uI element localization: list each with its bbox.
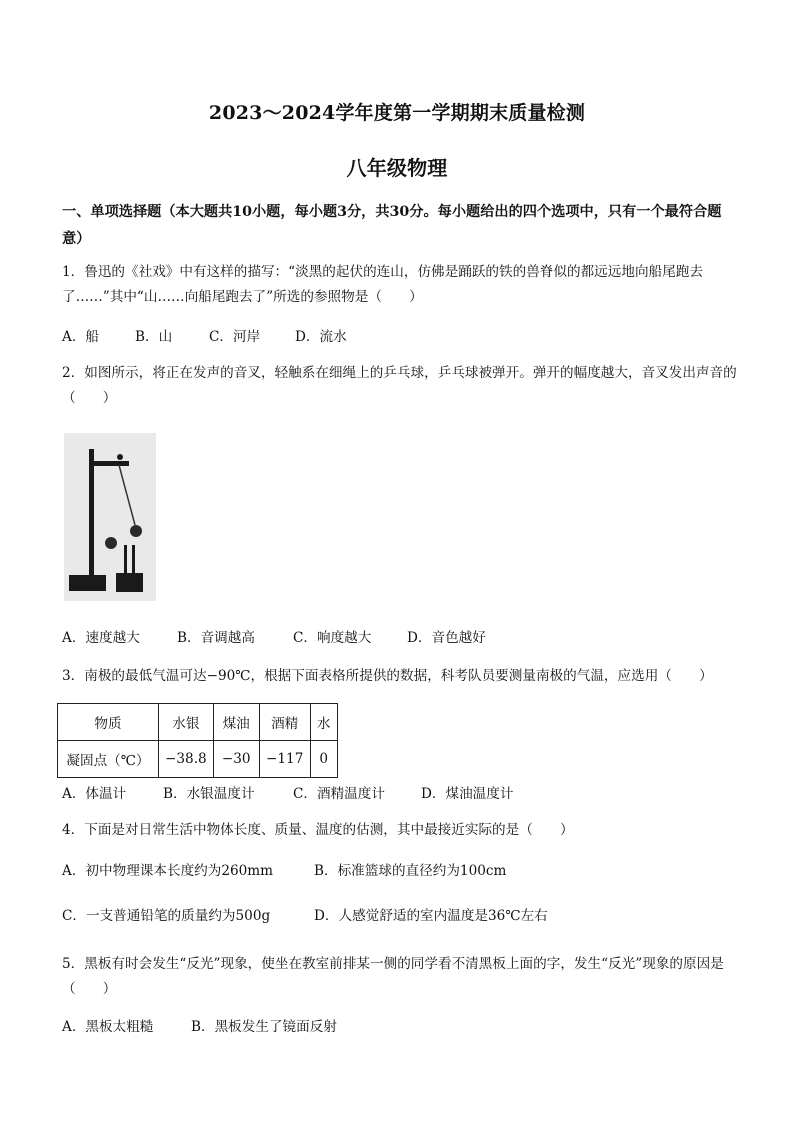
- question-4-options-row-1: [62, 861, 742, 881]
- question-1-stem: 1．鲁迅的《社戏》中有这样的描写：“淡黑的起伏的连山，仿佛是踊跃的铁的兽脊似的都远远地向船尾跑去了……”其中“山……向船尾跑去了”所选的参照物是（ ）: [62, 264, 703, 305]
- question-2-option-c: C．响度越大: [293, 630, 372, 646]
- question-2-options: [62, 628, 742, 648]
- exam-title: 2023～2024学年度第一学期期末质量检测: [208, 102, 586, 124]
- question-3-options: [62, 784, 742, 804]
- question-5-option-b: B．黑板发生了镜面反射: [191, 1019, 337, 1035]
- question-5-stem: 5．黑板有时会发生“反光”现象，使坐在教室前排某一侧的同学看不清黑板上面的字，发生“反光”现象的原因是（ ）: [62, 956, 724, 997]
- table-header-row: [58, 704, 338, 741]
- table-header-cell: 水: [310, 704, 337, 741]
- question-5-option-a: A．黑板太粗糙: [62, 1019, 154, 1035]
- question-2-option-d: D．音色越好: [407, 630, 486, 646]
- question-2-stem: 2．如图所示，将正在发声的音叉，轻触系在细绳上的乒乓球，乒乓球被弹开。弹开的幅度越大，音叉发出声音的（ ）: [62, 365, 737, 406]
- question-1-option-b: B．山: [135, 329, 173, 345]
- question-4-option-b: B．标准篮球的直径约为100cm: [314, 863, 507, 879]
- question-1-option-c: C．河岸: [209, 329, 261, 345]
- tuning-fork-figure: [64, 433, 156, 601]
- question-1-option-a: A．船: [62, 329, 100, 345]
- table-cell: −30: [213, 741, 259, 778]
- table-cell: 0: [310, 741, 337, 778]
- question-3-option-c: C．酒精温度计: [293, 786, 385, 802]
- section-heading: 一、单项选择题（本大题共10小题，每小题3分，共30分。每小题给出的四个选项中，只有一个最符合题意）: [62, 204, 722, 247]
- question-1-option-d: D．流水: [295, 329, 347, 345]
- question-1-options: [62, 327, 742, 347]
- table-cell: −38.8: [159, 741, 214, 778]
- table-row: [58, 741, 338, 778]
- question-3-option-d: D．煤油温度计: [421, 786, 514, 802]
- table-header-cell: 煤油: [213, 704, 259, 741]
- question-3-stem: 3．南极的最低气温可达−90℃，根据下面表格所提供的数据，科考队员要测量南极的气温，应选用（ ）: [62, 668, 713, 684]
- freezing-point-table: [57, 703, 338, 778]
- tuning-fork-apparatus-image: [64, 433, 156, 601]
- question-5-options: [62, 1017, 742, 1037]
- exam-subject: 八年级物理: [346, 156, 448, 180]
- question-4-option-d: D．人感觉舒适的室内温度是36℃左右: [314, 908, 548, 924]
- question-4-options-row-2: [62, 906, 742, 926]
- question-2-option-b: B．音调越高: [177, 630, 255, 646]
- question-4-option-c: C．一支普通铅笔的质量约为500g: [62, 908, 271, 924]
- table-header-cell: 水银: [159, 704, 214, 741]
- table-header-cell: 酒精: [259, 704, 310, 741]
- table-cell: 凝固点（℃）: [58, 741, 159, 778]
- question-4-option-a: A．初中物理课本长度约为260mm: [62, 863, 274, 879]
- table-cell: −117: [259, 741, 310, 778]
- question-4-stem: 4．下面是对日常生活中物体长度、质量、温度的估测，其中最接近实际的是（ ）: [62, 822, 574, 838]
- question-3-option-b: B．水银温度计: [163, 786, 255, 802]
- question-3-option-a: A．体温计: [62, 786, 127, 802]
- question-2-option-a: A．速度越大: [62, 630, 140, 646]
- table-header-cell: 物质: [58, 704, 159, 741]
